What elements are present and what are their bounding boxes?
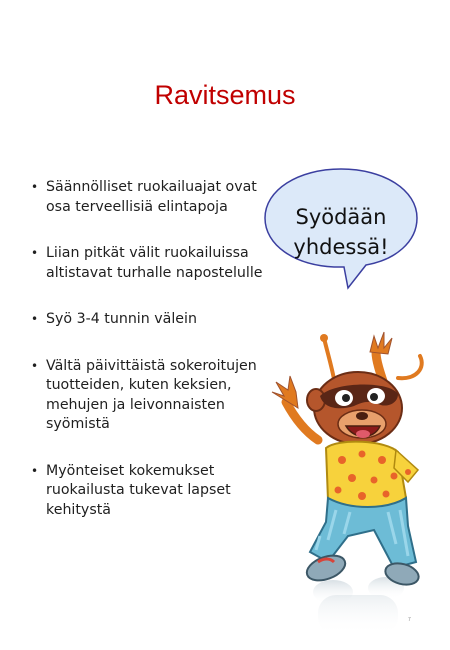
bullet-text: Liian pitkät välit ruokailuissa altistavat turhalle napostelulle <box>46 245 263 281</box>
speech-bubble-text <box>262 202 420 262</box>
bullet-text: Myönteiset kokemukset ruokailusta tukevat lapset kehitystä <box>46 462 231 518</box>
speech-bubble-line: Syödään <box>295 205 387 229</box>
bullet-text: Säännölliset ruokailuajat ovat osa terveellisiä elintapoja <box>46 179 257 215</box>
bullet-marker: • <box>31 180 39 194</box>
bullet-text: Vältä päivittäistä sokeroitujen tuotteiden, kuten keksien, mehujen ja leivonnaisten syömistä <box>46 357 257 432</box>
bullet-item <box>30 462 268 521</box>
speech-bubble-line: yhdessä! <box>293 235 389 259</box>
bullet-item <box>30 357 268 435</box>
cartoon-monkey-jumping-icon <box>258 330 438 640</box>
bullet-marker: • <box>31 312 39 326</box>
slide-title: Ravitsemus <box>154 80 296 110</box>
bullet-marker: • <box>31 358 39 373</box>
bullet-item <box>30 244 268 283</box>
mascot-reflection <box>313 577 404 635</box>
bullet-item <box>30 310 268 330</box>
bullet-item <box>30 178 268 217</box>
bullet-marker: • <box>31 463 39 478</box>
bullet-list <box>30 178 268 520</box>
bullet-marker: • <box>31 246 39 260</box>
page-number: 7 <box>408 617 411 623</box>
bullet-text: Syö 3-4 tunnin välein <box>46 311 197 327</box>
